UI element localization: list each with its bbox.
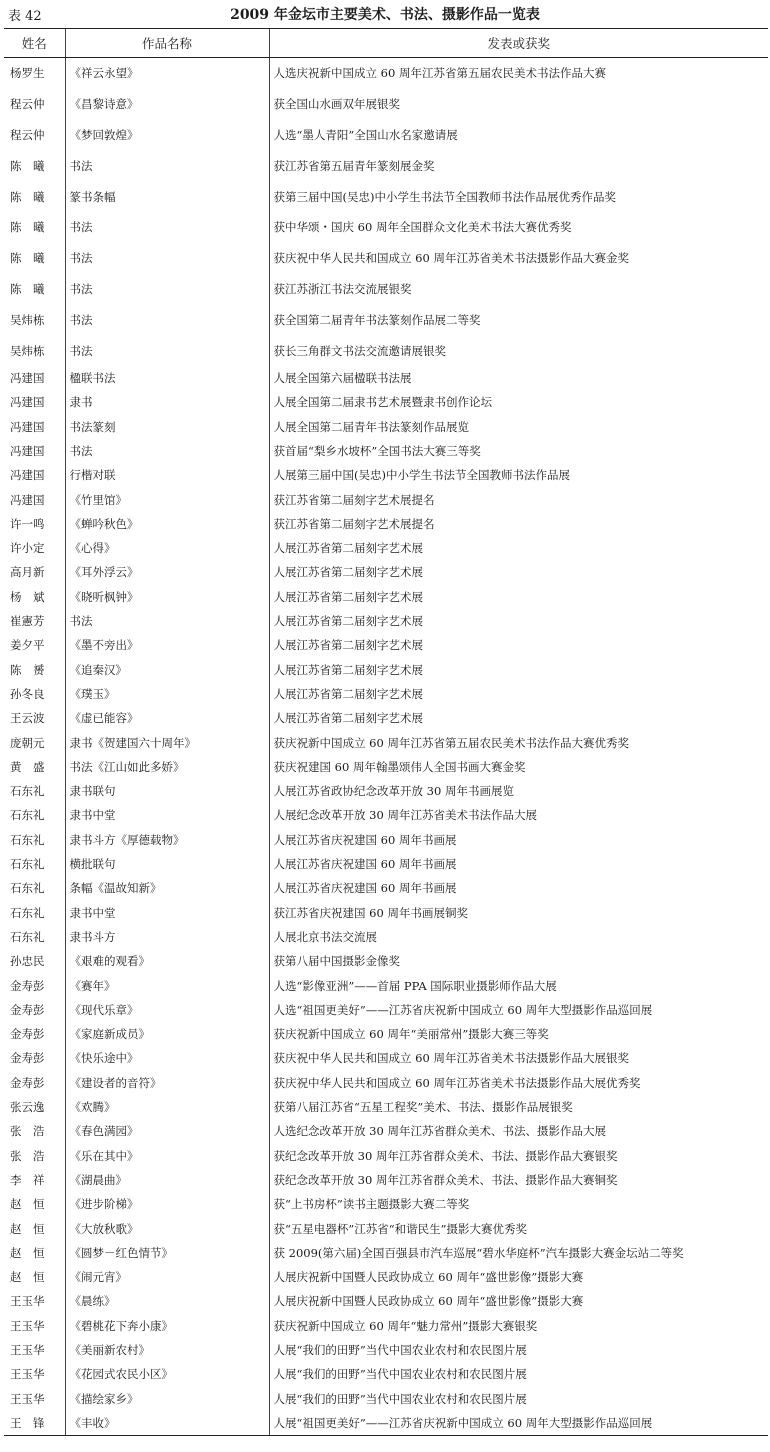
cell-award: 获庆祝中华人民共和国成立 60 周年江苏省美术书法摄影作品大赛金奖: [269, 243, 768, 274]
cell-name: 张云逸: [10, 1100, 45, 1115]
cell-award: 获首届“梨乡水坡杯”全国书法大赛三等奖: [269, 439, 768, 463]
cell-award: 人展江苏省第二届刻字艺术展: [269, 609, 768, 633]
cell-name: 冯建国: [10, 419, 45, 434]
cell-award: 人展江苏省第二届刻字艺术展: [269, 585, 768, 609]
cell-award: 获江苏省庆祝建国 60 周年书画展铜奖: [269, 901, 768, 925]
cell-name: 赵 恒: [10, 1270, 45, 1285]
table-row: [4, 1046, 768, 1070]
table-title: 2009 年金坛市主要美术、书法、摄影作品一览表: [230, 7, 540, 23]
cell-award: 获庆祝中华人民共和国成立 60 周年江苏省美术书法摄影作品大展优秀奖: [269, 1071, 768, 1095]
cell-work-title: 书法: [65, 439, 269, 463]
cell-work-title: 《竹里馆》: [65, 487, 269, 511]
cell-award: 人展全国第二届青年书法篆刻作品展览: [269, 415, 768, 439]
cell-name: 金寿彭: [10, 1075, 45, 1090]
cell-work-title: 《墨不旁出》: [65, 633, 269, 657]
cell-award: 人选纪念改革开放 30 周年江苏省群众美术、书法、摄影作品大展: [269, 1119, 768, 1143]
cell-award: 人展“我们的田野”当代中国农业农村和农民图片展: [269, 1386, 768, 1410]
cell-name: 李 祥: [10, 1172, 45, 1187]
cell-work-title: 篆书条幅: [65, 181, 269, 212]
table-row: [4, 89, 768, 120]
cell-work-title: 隶书《贺建国六十周年》: [65, 730, 269, 754]
cell-work-title: 《闹元宵》: [65, 1265, 269, 1289]
cell-name: 石东礼: [10, 832, 45, 847]
table-row: [4, 390, 768, 414]
cell-award: 获江苏浙江书法交流展银奖: [269, 274, 768, 305]
table-row: [4, 730, 768, 754]
table-row: [4, 658, 768, 682]
cell-work-title: 《快乐途中》: [65, 1046, 269, 1070]
table-row: [4, 779, 768, 803]
table-row: [4, 803, 768, 827]
cell-name: 吴炜栋: [10, 343, 45, 358]
cell-award: 人展“我们的田野”当代中国农业农村和农民图片展: [269, 1362, 768, 1386]
cell-work-title: 条幅《温故知新》: [65, 876, 269, 900]
cell-work-title: 《晓听枫钟》: [65, 585, 269, 609]
cell-name: 崔憲芳: [10, 614, 45, 629]
table-row: [4, 1168, 768, 1192]
cell-work-title: 书法篆刻: [65, 415, 269, 439]
cell-award: 人展“祖国更美好”——江苏省庆祝新中国成立 60 周年大型摄影作品巡回展: [269, 1411, 768, 1436]
cell-name: 冯建国: [10, 492, 45, 507]
table-row: [4, 585, 768, 609]
table-row: [4, 682, 768, 706]
cell-award: 获庆祝新中国成立 60 周年“魅力常州”摄影大赛银奖: [269, 1314, 768, 1338]
table-row: [4, 274, 768, 305]
cell-work-title: 《丰收》: [65, 1411, 269, 1436]
cell-award: 获江苏省第二届刻字艺术展提名: [269, 512, 768, 536]
cell-work-title: 隶书: [65, 390, 269, 414]
cell-work-title: 书法: [65, 335, 269, 366]
cell-award: 获第八届江苏省“五星工程奖”美术、书法、摄影作品展银奖: [269, 1095, 768, 1119]
table-row: [4, 150, 768, 181]
cell-name: 金寿彭: [10, 978, 45, 993]
table-row: [4, 1119, 768, 1143]
cell-award: 获 2009(第六届)全国百强县市汽车巡展“碧水华庭杯”汽车摄影大赛金坛站二等奖: [269, 1241, 768, 1265]
column-header-name: 姓名: [4, 29, 65, 58]
table-row: [4, 998, 768, 1022]
table-row: [4, 536, 768, 560]
cell-award: 人展江苏省第二届刻字艺术展: [269, 536, 768, 560]
cell-work-title: 《春色满园》: [65, 1119, 269, 1143]
cell-work-title: 《昌黎诗意》: [65, 89, 269, 120]
cell-award: 人展江苏省庆祝建国 60 周年书画展: [269, 876, 768, 900]
cell-name: 石东礼: [10, 784, 45, 799]
cell-work-title: 书法: [65, 212, 269, 243]
cell-award: 获全国第二届青年书法篆刻作品展二等奖: [269, 304, 768, 335]
cell-name: 王玉华: [10, 1318, 45, 1333]
cell-name: 庞朝元: [10, 735, 45, 750]
table-row: [4, 1289, 768, 1313]
cell-work-title: 书法: [65, 304, 269, 335]
cell-name: 王玉华: [10, 1367, 45, 1382]
cell-work-title: 《乐在其中》: [65, 1143, 269, 1167]
table-row: [4, 1241, 768, 1265]
column-header-work: 作品名称: [65, 29, 269, 58]
table-row: [4, 973, 768, 997]
cell-name: 冯建国: [10, 444, 45, 458]
cell-name: 金寿彭: [10, 1002, 45, 1017]
cell-award: 人展江苏省第二届刻字艺术展: [269, 658, 768, 682]
cell-work-title: 《进步阶梯》: [65, 1192, 269, 1216]
works-table: [4, 28, 768, 1436]
table-row: [4, 335, 768, 366]
cell-work-title: 隶书斗方: [65, 925, 269, 949]
table-body: [4, 58, 768, 1436]
cell-work-title: 《花园式农民小区》: [65, 1362, 269, 1386]
cell-name: 程云仲: [10, 127, 45, 142]
cell-name: 孙忠民: [10, 954, 45, 969]
cell-name: 陈 赟: [10, 662, 45, 677]
cell-award: 获纪念改革开放 30 周年江苏省群众美术、书法、摄影作品大赛铜奖: [269, 1168, 768, 1192]
cell-name: 程云仲: [10, 97, 45, 112]
cell-work-title: 隶书斗方《厚德载物》: [65, 828, 269, 852]
cell-award: 人展庆祝新中国暨人民政协成立 60 周年“盛世影像”摄影大赛: [269, 1265, 768, 1289]
cell-award: 获长三角群文书法交流邀请展银奖: [269, 335, 768, 366]
table-number: 表 42: [8, 9, 42, 24]
cell-award: 人展江苏省第二届刻字艺术展: [269, 706, 768, 730]
cell-name: 吴炜栋: [10, 312, 45, 327]
cell-work-title: 《心得》: [65, 536, 269, 560]
cell-award: 人展江苏省庆祝建国 60 周年书画展: [269, 852, 768, 876]
cell-work-title: 书法: [65, 609, 269, 633]
cell-name: 杨 斌: [10, 589, 45, 604]
table-row: [4, 1071, 768, 1095]
cell-award: 人选“墨人青阳”全国山水名家邀请展: [269, 120, 768, 151]
table-row: [4, 304, 768, 335]
table-row: [4, 1095, 768, 1119]
cell-award: 人展江苏省第二届刻字艺术展: [269, 682, 768, 706]
column-header-award: 发表或获奖: [269, 29, 768, 58]
cell-work-title: 横批联句: [65, 852, 269, 876]
cell-work-title: 楹联书法: [65, 366, 269, 390]
cell-work-title: 《现代乐章》: [65, 998, 269, 1022]
cell-name: 陈 曦: [10, 158, 45, 173]
cell-work-title: 行楷对联: [65, 463, 269, 487]
table-row: [4, 852, 768, 876]
cell-name: 赵 恒: [10, 1245, 45, 1260]
table-row: [4, 560, 768, 584]
cell-work-title: 《追秦汉》: [65, 658, 269, 682]
cell-name: 石东礼: [10, 929, 45, 944]
cell-award: 人展江苏省政协纪念改革开放 30 周年书画展览: [269, 779, 768, 803]
cell-work-title: 《耳外浮云》: [65, 560, 269, 584]
cell-work-title: 《美丽新农村》: [65, 1338, 269, 1362]
table-row: [4, 925, 768, 949]
cell-work-title: 《璞玉》: [65, 682, 269, 706]
cell-work-title: 隶书中堂: [65, 901, 269, 925]
cell-award: 获全国山水画双年展银奖: [269, 89, 768, 120]
cell-award: 人选庆祝新中国成立 60 周年江苏省第五届农民美术书法作品大赛: [269, 58, 768, 89]
cell-name: 冯建国: [10, 371, 45, 386]
cell-work-title: 《碧桃花下奔小康》: [65, 1314, 269, 1338]
cell-work-title: 《祥云永望》: [65, 58, 269, 89]
cell-name: 赵 恒: [10, 1197, 45, 1212]
cell-name: 陈 曦: [10, 220, 45, 235]
cell-work-title: 《大放秋歌》: [65, 1216, 269, 1240]
table-row: [4, 415, 768, 439]
cell-award: 获庆祝中华人民共和国成立 60 周年江苏省美术书法摄影作品大展银奖: [269, 1046, 768, 1070]
table-row: [4, 949, 768, 973]
cell-name: 王云波: [10, 711, 45, 726]
cell-award: 人展全国第二届隶书艺术展暨隶书创作论坛: [269, 390, 768, 414]
cell-award: 人展江苏省第二届刻字艺术展: [269, 560, 768, 584]
cell-work-title: 《建设者的音符》: [65, 1071, 269, 1095]
cell-name: 石东礼: [10, 881, 45, 896]
cell-name: 石东礼: [10, 857, 45, 872]
cell-name: 孙冬良: [10, 686, 45, 701]
cell-award: 获庆祝建国 60 周年翰墨颂伟人全国书画大赛金奖: [269, 755, 768, 779]
table-row: [4, 463, 768, 487]
cell-name: 金寿彭: [10, 1051, 45, 1066]
cell-work-title: 隶书联句: [65, 779, 269, 803]
table-row: [4, 876, 768, 900]
table-row: [4, 512, 768, 536]
table-row: [4, 706, 768, 730]
cell-name: 姜夕平: [10, 638, 45, 653]
cell-award: 人展北京书法交流展: [269, 925, 768, 949]
cell-name: 张 浩: [10, 1148, 45, 1163]
cell-award: 获第八届中国摄影金像奖: [269, 949, 768, 973]
cell-work-title: 《赛年》: [65, 973, 269, 997]
cell-work-title: 书法《江山如此多娇》: [65, 755, 269, 779]
table-row: [4, 1143, 768, 1167]
table-row: [4, 58, 768, 89]
table-row: [4, 1314, 768, 1338]
table-row: [4, 212, 768, 243]
cell-work-title: 书法: [65, 274, 269, 305]
cell-award: 获江苏省第二届刻字艺术展提名: [269, 487, 768, 511]
cell-work-title: 《艰难的观看》: [65, 949, 269, 973]
cell-award: 人展江苏省庆祝建国 60 周年书画展: [269, 828, 768, 852]
table-row: [4, 120, 768, 151]
table-row: [4, 439, 768, 463]
table-row: [4, 243, 768, 274]
cell-award: 人选“祖国更美好”——江苏省庆祝新中国成立 60 周年大型摄影作品巡回展: [269, 998, 768, 1022]
cell-work-title: 《描绘家乡》: [65, 1386, 269, 1410]
cell-work-title: 书法: [65, 150, 269, 181]
cell-name: 石东礼: [10, 808, 45, 823]
cell-work-title: 《晨练》: [65, 1289, 269, 1313]
cell-award: 获中华颂・国庆 60 周年全国群众文化美术书法大赛优秀奖: [269, 212, 768, 243]
cell-work-title: 《圆梦－红色情节》: [65, 1241, 269, 1265]
table-row: [4, 487, 768, 511]
table-row: [4, 755, 768, 779]
cell-name: 王玉华: [10, 1342, 45, 1357]
cell-name: 冯建国: [10, 395, 45, 410]
cell-name: 赵 恒: [10, 1221, 45, 1236]
cell-award: 人展“我们的田野”当代中国农业农村和农民图片展: [269, 1338, 768, 1362]
cell-name: 黄 盛: [10, 759, 45, 774]
cell-name: 许小定: [10, 541, 45, 556]
cell-work-title: 《湖晨曲》: [65, 1168, 269, 1192]
cell-work-title: 《虚已能容》: [65, 706, 269, 730]
cell-award: 获“上书房杯”读书主题摄影大赛二等奖: [269, 1192, 768, 1216]
table-row: [4, 1192, 768, 1216]
table-row: [4, 901, 768, 925]
table-row: [4, 1216, 768, 1240]
cell-name: 金寿彭: [10, 1027, 45, 1042]
cell-award: 获“五星电器杯”江苏省“和谐民生”摄影大赛优秀奖: [269, 1216, 768, 1240]
cell-work-title: 《欢腾》: [65, 1095, 269, 1119]
cell-award: 获纪念改革开放 30 周年江苏省群众美术、书法、摄影作品大赛银奖: [269, 1143, 768, 1167]
cell-name: 许一鸣: [10, 516, 45, 531]
cell-award: 获江苏省第五届青年篆刻展金奖: [269, 150, 768, 181]
cell-award: 人展第三届中国(吴忠)中小学生书法节全国教师书法作品展: [269, 463, 768, 487]
table-row: [4, 1362, 768, 1386]
cell-name: 陈 曦: [10, 281, 45, 296]
cell-name: 王玉华: [10, 1391, 45, 1406]
cell-work-title: 隶书中堂: [65, 803, 269, 827]
cell-name: 石东礼: [10, 905, 45, 920]
table-row: [4, 1411, 768, 1436]
table-row: [4, 1338, 768, 1362]
cell-award: 人展江苏省第二届刻字艺术展: [269, 633, 768, 657]
cell-name: 王 锋: [4, 1411, 65, 1436]
cell-name: 王玉华: [10, 1294, 45, 1309]
cell-work-title: 书法: [65, 243, 269, 274]
table-row: [4, 181, 768, 212]
title-bar: [0, 0, 770, 28]
cell-award: 人展庆祝新中国暨人民政协成立 60 周年“盛世影像”摄影大赛: [269, 1289, 768, 1313]
cell-award: 人展纪念改革开放 30 周年江苏省美术书法作品大展: [269, 803, 768, 827]
table-row: [4, 609, 768, 633]
table-row: [4, 1022, 768, 1046]
cell-name: 陈 曦: [10, 251, 45, 266]
cell-award: 人选“影像亚洲”——首届 PPA 国际职业摄影师作品大展: [269, 973, 768, 997]
cell-name: 张 浩: [10, 1124, 45, 1139]
table-row: [4, 633, 768, 657]
table-row: [4, 366, 768, 390]
cell-name: 冯建国: [10, 468, 45, 483]
table-header-row: [4, 29, 768, 58]
cell-name: 高月新: [10, 565, 45, 580]
cell-work-title: 《家庭新成员》: [65, 1022, 269, 1046]
cell-work-title: 《蝉吟秋色》: [65, 512, 269, 536]
table-row: [4, 828, 768, 852]
cell-name: 杨罗生: [10, 66, 45, 81]
cell-award: 获第三届中国(吴忠)中小学生书法节全国教师书法作品展优秀作品奖: [269, 181, 768, 212]
cell-name: 陈 曦: [10, 189, 45, 204]
table-row: [4, 1265, 768, 1289]
cell-award: 人展全国第六届楹联书法展: [269, 366, 768, 390]
cell-award: 获庆祝新中国成立 60 周年江苏省第五届农民美术书法作品大赛优秀奖: [269, 730, 768, 754]
table-row: [4, 1386, 768, 1410]
cell-award: 获庆祝新中国成立 60 周年“美丽常州”摄影大赛三等奖: [269, 1022, 768, 1046]
cell-work-title: 《梦回敦煌》: [65, 120, 269, 151]
